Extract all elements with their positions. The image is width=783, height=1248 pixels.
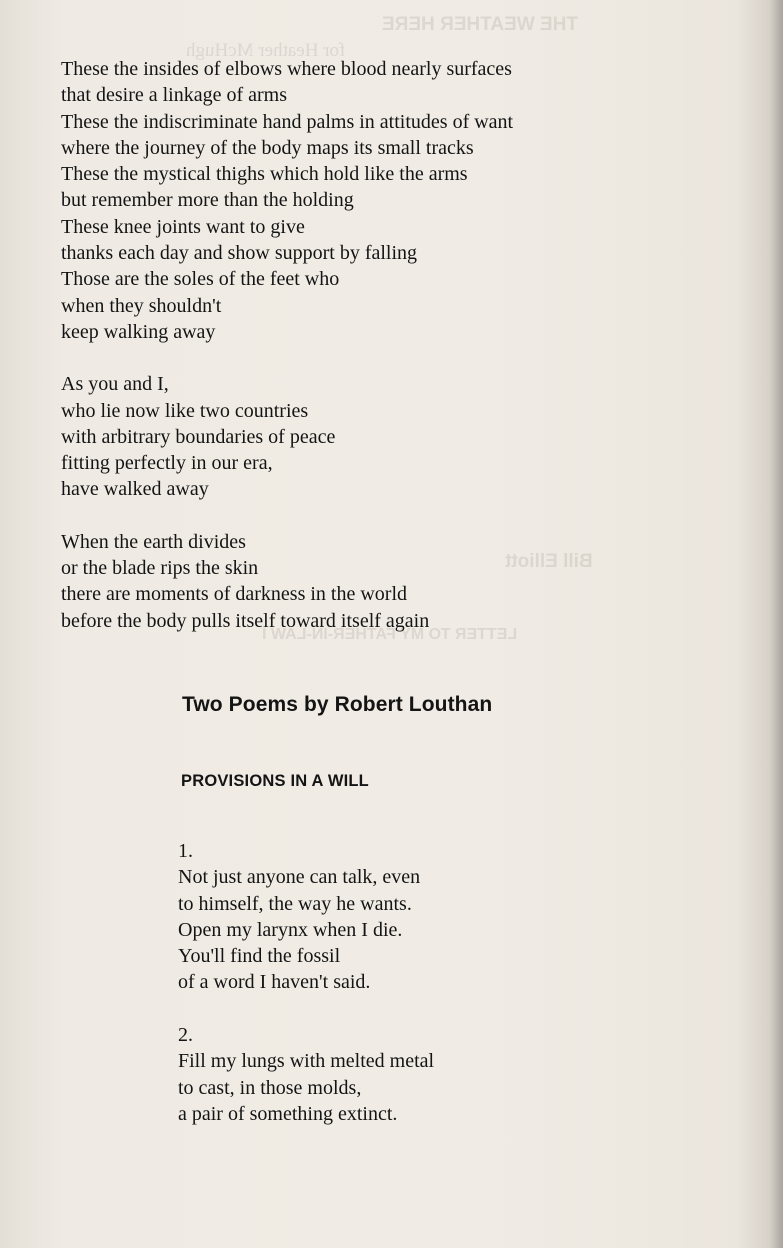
poem-part-1 [178,838,598,996]
part-number: 2. [178,1024,193,1046]
part-number: 1. [178,840,193,862]
bleed-through-dedication: for Heather McHugh [186,40,346,61]
poem-line: When the earth divides [61,530,246,553]
stanza-2 [61,371,661,502]
poem-line: thanks each day and show support by falling [61,242,418,265]
stanza-1 [61,56,661,345]
poem-title: PROVISIONS IN A WILL [181,772,369,790]
poem-line: a pair of something extinct. [178,1102,398,1125]
poem-line: Not just anyone can talk, even [178,866,421,889]
poem-line: You'll find the fossil [178,945,341,968]
section-heading: Two Poems by Robert Louthan [182,693,493,716]
stanza-3 [61,529,661,634]
bleed-through-author: Bill Elliott [505,551,593,572]
poem-line: there are moments of darkness in the world [61,583,408,606]
page-gutter-shadow [769,0,783,1248]
poem-line: keep walking away [61,320,216,343]
poem-line: Fill my lungs with melted metal [178,1050,435,1073]
poem-line: before the body pulls itself toward itself again [61,609,430,632]
poem-line: or the blade rips the skin [61,557,259,580]
poem-line: who lie now like two countries [61,399,309,422]
poem-line: to cast, in those molds, [178,1076,362,1099]
poem-line: when they shouldn't [61,294,222,317]
poem-line: have walked away [61,478,209,501]
poem-line: Those are the soles of the feet who [61,268,340,291]
poem-line: These knee joints want to give [61,215,305,238]
poem-line: Open my larynx when I die. [178,918,403,941]
poem-line: These the insides of elbows where blood nearly surfaces [61,58,512,80]
poem-line: As you and I, [61,373,169,396]
bleed-through-title: THE WEATHER HERE [382,14,578,35]
poem-line: but remember more than the holding [61,189,354,212]
poem-line: These the indiscriminate hand palms in attitudes of want [61,110,514,133]
bleed-through-letter-title: LETTER TO MY FATHER-IN-LAW I [262,626,518,643]
poem-line: that desire a linkage of arms [61,84,288,107]
poem-line: fitting perfectly in our era, [61,452,273,475]
poem-line: of a word I haven't said. [178,971,371,994]
poem-continuation [61,56,661,660]
poem-line: where the journey of the body maps its small tracks [61,136,474,159]
poem-line: with arbitrary boundaries of peace [61,425,336,448]
poem-line: These the mystical thighs which hold like the arms [61,163,468,186]
poem-line: to himself, the way he wants. [178,892,412,915]
poem-part-2 [178,1022,598,1127]
